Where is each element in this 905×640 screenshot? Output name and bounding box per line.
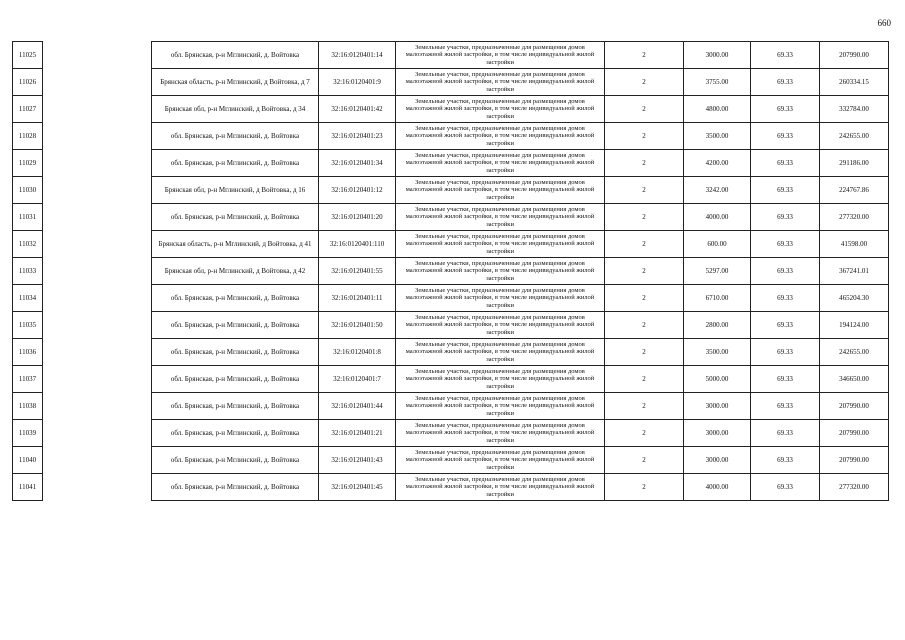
table-row (152, 312, 889, 339)
cadastral-number-cell: 32:16:0120401:14 (319, 42, 396, 69)
table-row (152, 42, 889, 69)
group-cell: 2 (605, 474, 684, 501)
cadastral-value-cell: 207990.00 (820, 447, 889, 474)
address-cell: обл. Брянская, р-н Мглинский, д. Войтовка (152, 393, 319, 420)
cadastral-value-cell: 207990.00 (820, 393, 889, 420)
row-id: 11036 (13, 339, 43, 366)
table-row (152, 339, 889, 366)
rate-cell: 69.33 (751, 150, 820, 177)
row-number-row (13, 366, 43, 393)
group-cell: 2 (605, 231, 684, 258)
cadastral-number-cell: 32:16:0120401:50 (319, 312, 396, 339)
row-number-row (13, 339, 43, 366)
cadastral-value-cell: 277320.00 (820, 204, 889, 231)
row-id: 11026 (13, 69, 43, 96)
group-cell: 2 (605, 447, 684, 474)
table-row (152, 177, 889, 204)
cadastral-value-cell: 291186.00 (820, 150, 889, 177)
row-id: 11041 (13, 474, 43, 501)
rate-cell: 69.33 (751, 258, 820, 285)
address-cell: обл. Брянская, р-н Мглинский, д. Войтовка (152, 366, 319, 393)
group-cell: 2 (605, 420, 684, 447)
row-number-row (13, 69, 43, 96)
address-cell: обл. Брянская, р-н Мглинский, д. Войтовка (152, 123, 319, 150)
row-number-row (13, 420, 43, 447)
cadastral-value-cell: 465204.30 (820, 285, 889, 312)
row-id: 11027 (13, 96, 43, 123)
cadastral-number-cell: 32:16:0120401:42 (319, 96, 396, 123)
area-cell: 4800.00 (684, 96, 751, 123)
cadastral-number-cell: 32:16:0120401:21 (319, 420, 396, 447)
row-id: 11035 (13, 312, 43, 339)
address-cell: обл. Брянская, р-н Мглинский, д. Войтовка (152, 312, 319, 339)
cadastral-number-cell: 32:16:0120401:12 (319, 177, 396, 204)
cadastral-value-cell: 346650.00 (820, 366, 889, 393)
cadastral-value-cell: 207990.00 (820, 42, 889, 69)
address-cell: обл. Брянская, р-н Мглинский, д. Войтовка (152, 474, 319, 501)
area-cell: 4000.00 (684, 204, 751, 231)
row-id: 11034 (13, 285, 43, 312)
cadastral-value-cell: 332784.00 (820, 96, 889, 123)
row-id: 11038 (13, 393, 43, 420)
land-use-description-cell: Земельные участки, предназначенные для размещения домов малоэтажной жилой застройки, в том числе индивидуальной жилой застройки (396, 42, 605, 69)
row-number-row (13, 285, 43, 312)
rate-cell: 69.33 (751, 474, 820, 501)
group-cell: 2 (605, 177, 684, 204)
row-number-row (13, 177, 43, 204)
table-row (152, 69, 889, 96)
land-use-description-cell: Земельные участки, предназначенные для размещения домов малоэтажной жилой застройки, в том числе индивидуальной жилой застройки (396, 420, 605, 447)
land-use-description-cell: Земельные участки, предназначенные для размещения домов малоэтажной жилой застройки, в том числе индивидуальной жилой застройки (396, 69, 605, 96)
rate-cell: 69.33 (751, 366, 820, 393)
cadastral-number-cell: 32:16:0120401:9 (319, 69, 396, 96)
table-row (152, 420, 889, 447)
group-cell: 2 (605, 150, 684, 177)
area-cell: 2800.00 (684, 312, 751, 339)
cadastral-number-cell: 32:16:0120401:23 (319, 123, 396, 150)
rate-cell: 69.33 (751, 447, 820, 474)
row-id: 11037 (13, 366, 43, 393)
land-use-description-cell: Земельные участки, предназначенные для размещения домов малоэтажной жилой застройки, в том числе индивидуальной жилой застройки (396, 393, 605, 420)
row-number-row (13, 393, 43, 420)
group-cell: 2 (605, 258, 684, 285)
land-use-description-cell: Земельные участки, предназначенные для размещения домов малоэтажной жилой застройки, в том числе индивидуальной жилой застройки (396, 150, 605, 177)
row-number-column (12, 41, 43, 501)
group-cell: 2 (605, 366, 684, 393)
land-use-description-cell: Земельные участки, предназначенные для размещения домов малоэтажной жилой застройки, в том числе индивидуальной жилой застройки (396, 258, 605, 285)
group-cell: 2 (605, 339, 684, 366)
cadastral-value-cell: 277320.00 (820, 474, 889, 501)
land-plot-table (151, 41, 889, 501)
address-cell: обл. Брянская, р-н Мглинский, д. Войтовка (152, 420, 319, 447)
land-use-description-cell: Земельные участки, предназначенные для размещения домов малоэтажной жилой застройки, в том числе индивидуальной жилой застройки (396, 366, 605, 393)
rate-cell: 69.33 (751, 96, 820, 123)
area-cell: 3000.00 (684, 420, 751, 447)
row-number-row (13, 258, 43, 285)
row-number-row (13, 96, 43, 123)
land-use-description-cell: Земельные участки, предназначенные для размещения домов малоэтажной жилой застройки, в том числе индивидуальной жилой застройки (396, 312, 605, 339)
row-id: 11029 (13, 150, 43, 177)
cadastral-value-cell: 367241.01 (820, 258, 889, 285)
area-cell: 3000.00 (684, 42, 751, 69)
land-use-description-cell: Земельные участки, предназначенные для размещения домов малоэтажной жилой застройки, в том числе индивидуальной жилой застройки (396, 123, 605, 150)
cadastral-number-cell: 32:16:0120401:8 (319, 339, 396, 366)
area-cell: 600.00 (684, 231, 751, 258)
cadastral-value-cell: 260334.15 (820, 69, 889, 96)
cadastral-number-cell: 32:16:0120401:34 (319, 150, 396, 177)
address-cell: Брянская область, р-н Мглинский, д Войтовка, д 41 (152, 231, 319, 258)
row-number-row (13, 474, 43, 501)
page-number: 660 (877, 18, 891, 28)
cadastral-number-cell: 32:16:0120401:20 (319, 204, 396, 231)
table-row (152, 447, 889, 474)
group-cell: 2 (605, 96, 684, 123)
row-number-row (13, 447, 43, 474)
area-cell: 5297.00 (684, 258, 751, 285)
rate-cell: 69.33 (751, 69, 820, 96)
area-cell: 6710.00 (684, 285, 751, 312)
row-number-row (13, 42, 43, 69)
land-use-description-cell: Земельные участки, предназначенные для размещения домов малоэтажной жилой застройки, в том числе индивидуальной жилой застройки (396, 204, 605, 231)
land-use-description-cell: Земельные участки, предназначенные для размещения домов малоэтажной жилой застройки, в том числе индивидуальной жилой застройки (396, 96, 605, 123)
table-row (152, 231, 889, 258)
table-row (152, 285, 889, 312)
row-id: 11032 (13, 231, 43, 258)
area-cell: 3000.00 (684, 447, 751, 474)
table-row (152, 474, 889, 501)
cadastral-number-cell: 32:16:0120401:7 (319, 366, 396, 393)
rate-cell: 69.33 (751, 420, 820, 447)
group-cell: 2 (605, 204, 684, 231)
address-cell: обл. Брянская, р-н Мглинский, д. Войтовка (152, 42, 319, 69)
rate-cell: 69.33 (751, 123, 820, 150)
area-cell: 3242.00 (684, 177, 751, 204)
row-id: 11039 (13, 420, 43, 447)
row-number-row (13, 123, 43, 150)
rate-cell: 69.33 (751, 285, 820, 312)
cadastral-value-cell: 242655.00 (820, 339, 889, 366)
table-row (152, 258, 889, 285)
table-row (152, 393, 889, 420)
area-cell: 3500.00 (684, 123, 751, 150)
row-id: 11030 (13, 177, 43, 204)
land-use-description-cell: Земельные участки, предназначенные для размещения домов малоэтажной жилой застройки, в том числе индивидуальной жилой застройки (396, 447, 605, 474)
address-cell: Брянская обл, р-н Мглинский, д Войтовка, д 16 (152, 177, 319, 204)
table-row (152, 96, 889, 123)
rate-cell: 69.33 (751, 42, 820, 69)
cadastral-value-cell: 242655.00 (820, 123, 889, 150)
land-use-description-cell: Земельные участки, предназначенные для размещения домов малоэтажной жилой застройки, в том числе индивидуальной жилой застройки (396, 339, 605, 366)
row-id: 11028 (13, 123, 43, 150)
row-id: 11025 (13, 42, 43, 69)
group-cell: 2 (605, 42, 684, 69)
rate-cell: 69.33 (751, 177, 820, 204)
rate-cell: 69.33 (751, 204, 820, 231)
rate-cell: 69.33 (751, 312, 820, 339)
rate-cell: 69.33 (751, 393, 820, 420)
land-use-description-cell: Земельные участки, предназначенные для размещения домов малоэтажной жилой застройки, в том числе индивидуальной жилой застройки (396, 177, 605, 204)
row-number-row (13, 204, 43, 231)
rate-cell: 69.33 (751, 339, 820, 366)
cadastral-value-cell: 224767.86 (820, 177, 889, 204)
cadastral-value-cell: 41598.00 (820, 231, 889, 258)
area-cell: 4200.00 (684, 150, 751, 177)
address-cell: обл. Брянская, р-н Мглинский, д. Войтовка (152, 447, 319, 474)
rate-cell: 69.33 (751, 231, 820, 258)
cadastral-number-cell: 32:16:0120401:44 (319, 393, 396, 420)
area-cell: 3000.00 (684, 393, 751, 420)
address-cell: Брянская обл, р-н Мглинский, д Войтовка, д 34 (152, 96, 319, 123)
area-cell: 3755.00 (684, 69, 751, 96)
group-cell: 2 (605, 123, 684, 150)
row-number-row (13, 150, 43, 177)
address-cell: обл. Брянская, р-н Мглинский, д. Войтовка (152, 204, 319, 231)
cadastral-number-cell: 32:16:0120401:55 (319, 258, 396, 285)
group-cell: 2 (605, 69, 684, 96)
table-row (152, 150, 889, 177)
address-cell: обл. Брянская, р-н Мглинский, д. Войтовка (152, 285, 319, 312)
group-cell: 2 (605, 312, 684, 339)
row-id: 11033 (13, 258, 43, 285)
row-number-row (13, 231, 43, 258)
address-cell: обл. Брянская, р-н Мглинский, д. Войтовка (152, 339, 319, 366)
table-row (152, 366, 889, 393)
cadastral-value-cell: 207990.00 (820, 420, 889, 447)
land-use-description-cell: Земельные участки, предназначенные для размещения домов малоэтажной жилой застройки, в том числе индивидуальной жилой застройки (396, 285, 605, 312)
address-cell: Брянская область, р-н Мглинский, д Войтовка, д 7 (152, 69, 319, 96)
row-id: 11031 (13, 204, 43, 231)
land-use-description-cell: Земельные участки, предназначенные для размещения домов малоэтажной жилой застройки, в том числе индивидуальной жилой застройки (396, 231, 605, 258)
address-cell: обл. Брянская, р-н Мглинский, д. Войтовка (152, 150, 319, 177)
group-cell: 2 (605, 393, 684, 420)
row-number-row (13, 312, 43, 339)
cadastral-number-cell: 32:16:0120401:45 (319, 474, 396, 501)
group-cell: 2 (605, 285, 684, 312)
area-cell: 4000.00 (684, 474, 751, 501)
table-row (152, 123, 889, 150)
area-cell: 3500.00 (684, 339, 751, 366)
table-row (152, 204, 889, 231)
land-use-description-cell: Земельные участки, предназначенные для размещения домов малоэтажной жилой застройки, в том числе индивидуальной жилой застройки (396, 474, 605, 501)
area-cell: 5000.00 (684, 366, 751, 393)
cadastral-value-cell: 194124.00 (820, 312, 889, 339)
cadastral-number-cell: 32:16:0120401:43 (319, 447, 396, 474)
cadastral-number-cell: 32:16:0120401:11 (319, 285, 396, 312)
cadastral-number-cell: 32:16:0120401:110 (319, 231, 396, 258)
row-id: 11040 (13, 447, 43, 474)
address-cell: Брянская обл, р-н Мглинский, д Войтовка, д 42 (152, 258, 319, 285)
